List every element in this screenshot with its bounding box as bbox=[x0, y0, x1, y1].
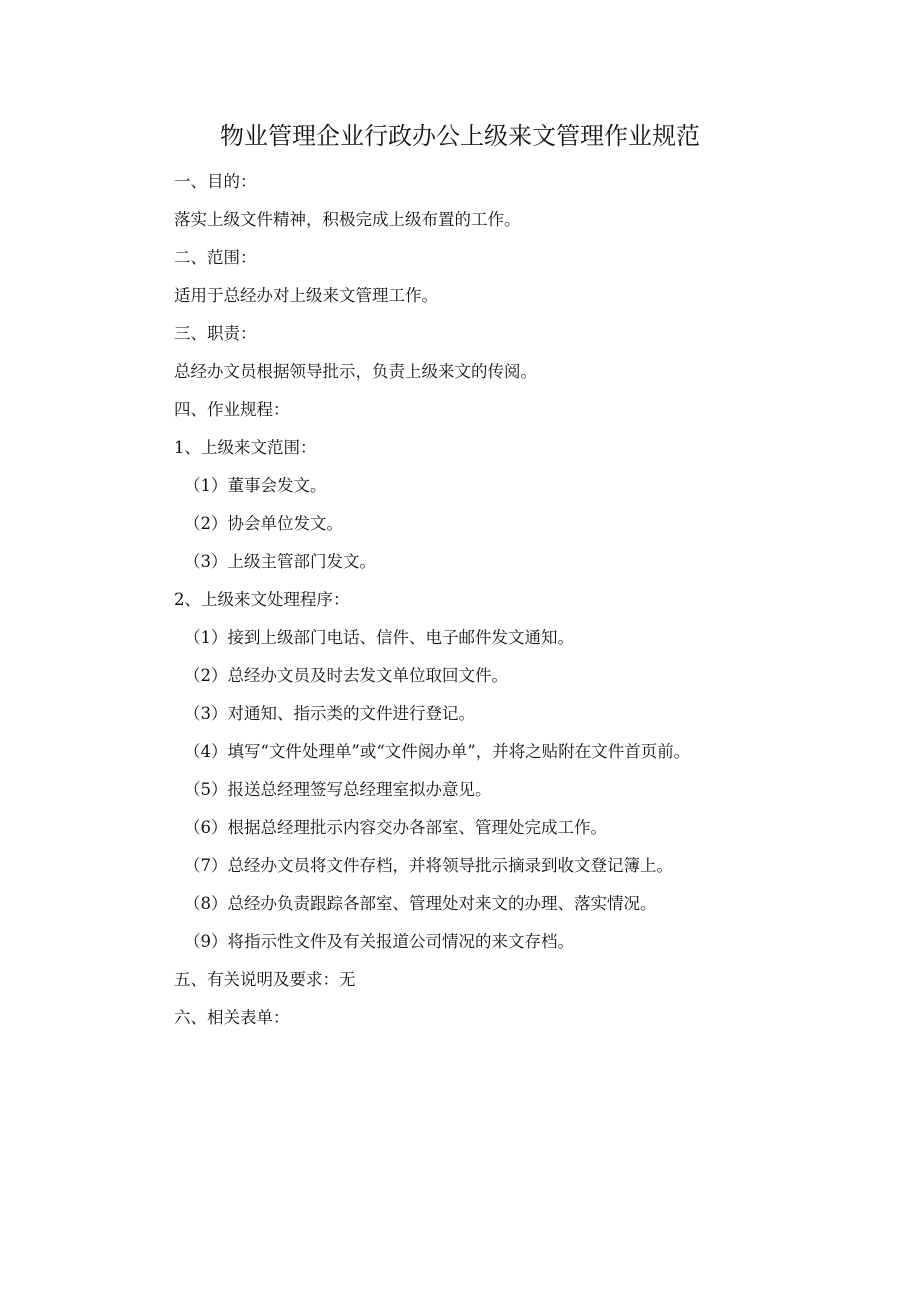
section-heading-duties: 三、职责： bbox=[174, 324, 257, 343]
paragraph-scope: 适用于总经办对上级来文管理工作。 bbox=[174, 286, 438, 305]
paragraph-duties: 总经办文员根据领导批示，负责上级来文的传阅。 bbox=[174, 362, 537, 381]
list-item: （7）总经办文员将文件存档，并将领导批示摘录到收文登记簿上。 bbox=[184, 856, 673, 875]
section-heading-purpose: 一、目的： bbox=[174, 172, 257, 191]
subheading-incoming-scope: 1、上级来文范围： bbox=[174, 438, 317, 457]
section-heading-notes: 五、有关说明及要求：无 bbox=[174, 970, 356, 989]
list-item: （6）根据总经理批示内容交办各部室、管理处完成工作。 bbox=[184, 818, 607, 837]
list-item: （9）将指示性文件及有关报道公司情况的来文存档。 bbox=[184, 932, 574, 951]
list-item: （8）总经办负责跟踪各部室、管理处对来文的办理、落实情况。 bbox=[184, 894, 657, 913]
list-item: （2）协会单位发文。 bbox=[184, 514, 343, 533]
list-item: （1）接到上级部门电话、信件、电子邮件发文通知。 bbox=[184, 628, 574, 647]
list-item: （4）填写“文件处理单”或“文件阅办单”，并将之贴附在文件首页前。 bbox=[184, 742, 691, 761]
section-heading-procedures: 四、作业规程： bbox=[174, 400, 290, 419]
list-item: （3）对通知、指示类的文件进行登记。 bbox=[184, 704, 475, 723]
subheading-incoming-process: 2、上级来文处理程序： bbox=[174, 590, 350, 609]
section-heading-scope: 二、范围： bbox=[174, 248, 257, 267]
list-item: （2）总经办文员及时去发文单位取回文件。 bbox=[184, 666, 508, 685]
list-item: （1）董事会发文。 bbox=[184, 476, 327, 495]
section-heading-forms: 六、相关表单： bbox=[174, 1008, 290, 1027]
document-title: 物业管理企业行政办公上级来文管理作业规范 bbox=[220, 122, 700, 150]
list-item: （3）上级主管部门发文。 bbox=[184, 552, 376, 571]
paragraph-purpose: 落实上级文件精神，积极完成上级布置的工作。 bbox=[174, 210, 521, 229]
list-item: （5）报送总经理签写总经理室拟办意见。 bbox=[184, 780, 492, 799]
